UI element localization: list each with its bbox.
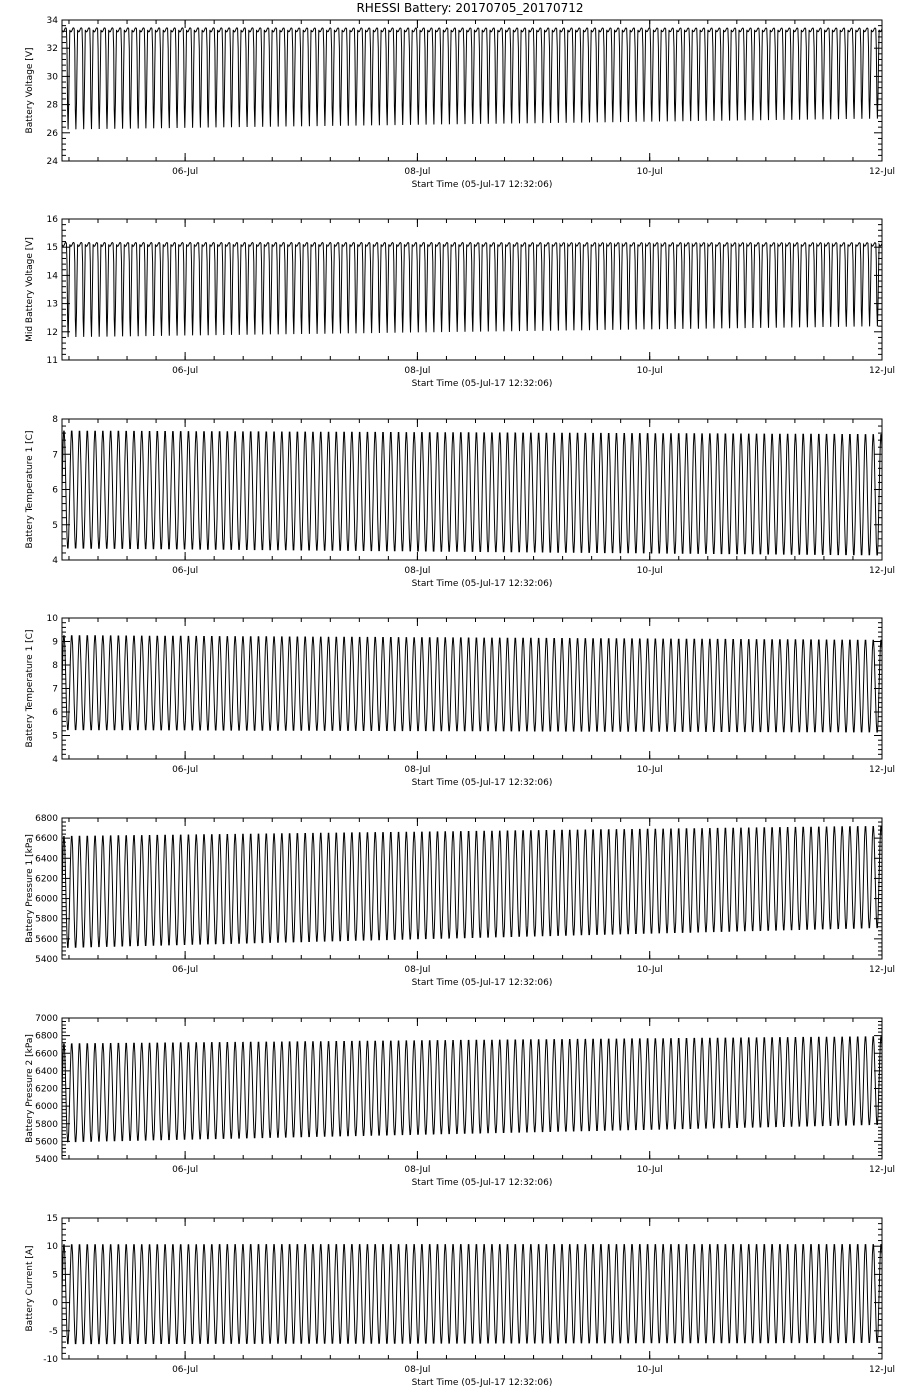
panel-2 [25, 215, 895, 389]
panel-7 [25, 1214, 895, 1388]
y-axis-label: Battery Voltage [V] [25, 47, 35, 134]
y-tick-label: 30 [46, 72, 58, 83]
x-tick-label: 06-Jul [172, 1365, 199, 1375]
y-tick-label: 10 [46, 614, 58, 624]
y-tick-label: 9 [52, 637, 58, 648]
y-tick-label: 5600 [35, 1137, 58, 1148]
panel-1 [25, 16, 895, 190]
panel-6 [25, 1014, 895, 1188]
y-tick-label: 24 [46, 157, 58, 167]
x-tick-label: 08-Jul [404, 167, 431, 177]
y-tick-label: 7 [52, 450, 58, 461]
y-tick-label: 5 [52, 731, 58, 742]
panel-5 [25, 814, 895, 988]
chart-title: RHESSI Battery: 20170705_20170712 [356, 1, 584, 15]
x-tick-label: 12-Jul [868, 1365, 896, 1375]
x-tick-label: 10-Jul [636, 1165, 663, 1175]
x-tick-label: 06-Jul [172, 1165, 199, 1175]
y-tick-label: 6400 [35, 854, 58, 865]
series-line [62, 28, 882, 129]
y-tick-label: 5800 [35, 1119, 58, 1130]
y-tick-label: 10 [46, 1242, 58, 1253]
y-tick-label: 4 [52, 556, 58, 566]
y-tick-label: 5400 [35, 1155, 58, 1165]
y-tick-label: 8 [52, 661, 58, 671]
y-tick-label: 6200 [35, 874, 58, 885]
x-tick-label: 10-Jul [636, 765, 663, 775]
series-line [62, 1245, 882, 1344]
series-line [62, 431, 882, 555]
x-tick-label: 08-Jul [404, 765, 431, 775]
y-axis-label: Battery Pressure 2 [kPa] [25, 1034, 35, 1143]
x-tick-label: 06-Jul [172, 566, 199, 576]
panels [25, 16, 895, 1388]
x-tick-label: 10-Jul [636, 167, 663, 177]
y-tick-label: 32 [46, 44, 58, 55]
y-tick-label: 13 [46, 299, 58, 310]
x-tick-label: 10-Jul [636, 965, 663, 975]
y-tick-label: 15 [46, 243, 58, 254]
x-tick-label: 12-Jul [868, 366, 896, 376]
y-tick-label: 5 [52, 1270, 58, 1281]
y-tick-label: -10 [43, 1355, 58, 1365]
series-line [62, 243, 882, 338]
x-tick-label: 08-Jul [404, 366, 431, 376]
y-axis-label: Battery Temperature 1 [C] [25, 629, 35, 748]
panel-4 [25, 614, 895, 788]
y-tick-label: 6000 [35, 894, 58, 905]
series-line [62, 636, 882, 732]
y-tick-label: 7 [52, 684, 58, 695]
y-tick-label: 6200 [35, 1084, 58, 1095]
y-tick-label: 4 [52, 755, 58, 765]
x-tick-label: 08-Jul [404, 1365, 431, 1375]
y-tick-label: 14 [46, 271, 58, 282]
x-tick-label: 06-Jul [172, 765, 199, 775]
y-axis-label: Mid Battery Voltage [V] [25, 237, 35, 342]
y-tick-label: 6800 [35, 814, 58, 824]
x-axis-label: Start Time (05-Jul-17 12:32:06) [411, 579, 553, 589]
y-tick-label: 7000 [35, 1014, 58, 1024]
x-tick-label: 06-Jul [172, 366, 199, 376]
x-tick-label: 12-Jul [868, 965, 896, 975]
x-tick-label: 12-Jul [868, 167, 896, 177]
y-tick-label: 15 [46, 1214, 58, 1224]
y-tick-label: 5 [52, 520, 58, 531]
series-line [62, 826, 882, 947]
y-tick-label: 6000 [35, 1102, 58, 1113]
y-tick-label: 11 [46, 356, 58, 366]
y-tick-label: 5800 [35, 914, 58, 925]
y-tick-label: 8 [52, 415, 58, 425]
x-axis-label: Start Time (05-Jul-17 12:32:06) [411, 978, 553, 988]
x-tick-label: 08-Jul [404, 965, 431, 975]
x-tick-label: 06-Jul [172, 167, 199, 177]
y-tick-label: 26 [46, 128, 58, 139]
y-tick-label: 6 [52, 708, 58, 718]
x-axis-label: Start Time (05-Jul-17 12:32:06) [411, 778, 553, 788]
y-tick-label: 0 [52, 1298, 58, 1309]
y-tick-label: 6400 [35, 1066, 58, 1077]
y-tick-label: 34 [46, 16, 58, 26]
x-tick-label: 08-Jul [404, 566, 431, 576]
y-tick-label: 16 [46, 215, 58, 225]
y-tick-label: 6 [52, 485, 58, 496]
panel-3 [25, 415, 895, 589]
y-tick-label: 5600 [35, 934, 58, 945]
x-tick-label: 12-Jul [868, 765, 896, 775]
x-tick-label: 12-Jul [868, 1165, 896, 1175]
x-tick-label: 10-Jul [636, 366, 663, 376]
y-tick-label: 6600 [35, 834, 58, 845]
y-tick-label: 6600 [35, 1049, 58, 1060]
series-line [62, 1037, 882, 1142]
x-axis-label: Start Time (05-Jul-17 12:32:06) [411, 1178, 553, 1188]
y-axis-label: Battery Current [A] [25, 1245, 35, 1332]
x-tick-label: 12-Jul [868, 566, 896, 576]
x-tick-label: 06-Jul [172, 965, 199, 975]
y-tick-label: 12 [46, 327, 58, 338]
x-tick-label: 08-Jul [404, 1165, 431, 1175]
x-axis-label: Start Time (05-Jul-17 12:32:06) [411, 1378, 553, 1388]
x-tick-label: 10-Jul [636, 566, 663, 576]
x-axis-label: Start Time (05-Jul-17 12:32:06) [411, 180, 553, 190]
y-tick-label: 28 [46, 100, 58, 111]
x-tick-label: 10-Jul [636, 1365, 663, 1375]
y-tick-label: 5400 [35, 955, 58, 965]
y-tick-label: -5 [49, 1326, 58, 1337]
y-axis-label: Battery Pressure 1 [kPa] [25, 834, 35, 943]
x-axis-label: Start Time (05-Jul-17 12:32:06) [411, 379, 553, 389]
y-tick-label: 6800 [35, 1031, 58, 1042]
y-axis-label: Battery Temperature 1 [C] [25, 430, 35, 549]
